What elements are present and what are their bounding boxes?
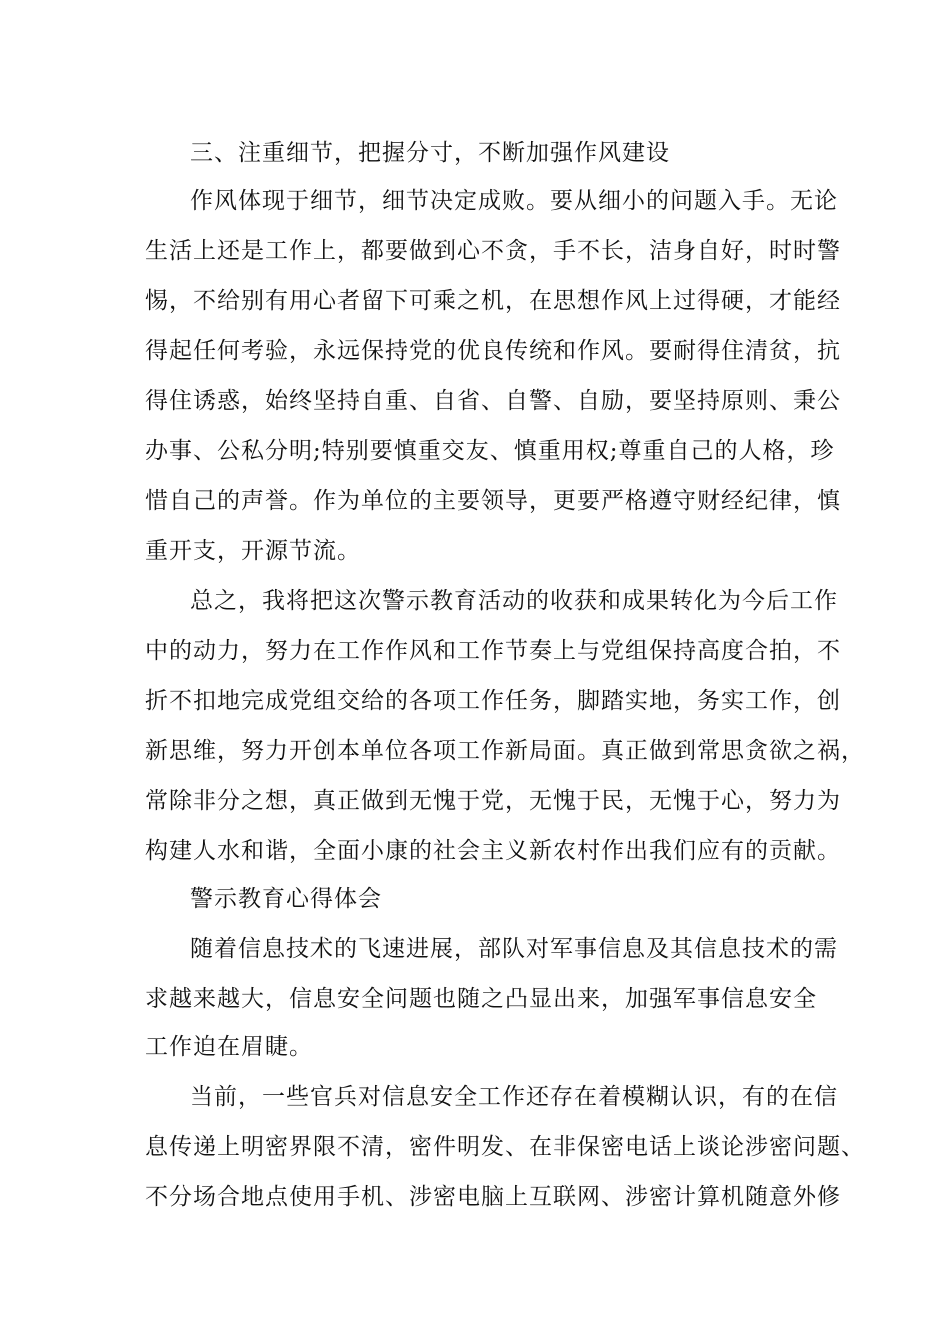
text-line: 当前，一些官兵对信息安全工作还存在着模糊认识，有的在信 (190, 1084, 838, 1110)
text-line: 办事、公私分明;特别要慎重交友、慎重用权;尊重自己的人格，珍 (145, 438, 835, 464)
text-line: 随着信息技术的飞速进展，部队对军事信息及其信息技术的需 (190, 936, 838, 962)
text-line: 得起任何考验，永远保持党的优良传统和作风。要耐得住清贫，抗 (145, 338, 841, 364)
text-line: 惕，不给别有用心者留下可乘之机，在思想作风上过得硬，才能经 (145, 288, 841, 314)
text-line: 惜自己的声誉。作为单位的主要领导，更要严格遵守财经纪律，慎 (145, 488, 841, 514)
text-line: 新思维，努力开创本单位各项工作新局面。真正做到常思贪欲之祸， (145, 738, 865, 764)
section-heading: 三、注重细节，把握分寸，不断加强作风建设 (190, 140, 670, 166)
text-line: 折不扣地完成党组交给的各项工作任务，脚踏实地，务实工作，创 (145, 688, 841, 714)
text-line: 求越来越大，信息安全问题也随之凸显出来，加强军事信息安全 (145, 986, 817, 1012)
text-line: 工作迫在眉睫。 (145, 1034, 313, 1060)
text-line: 中的动力，努力在工作作风和工作节奏上与党组保持高度合拍，不 (145, 638, 841, 664)
text-line: 总之，我将把这次警示教育活动的收获和成果转化为今后工作 (190, 588, 838, 614)
section-title: 警示教育心得体会 (190, 886, 382, 912)
text-line: 不分场合地点使用手机、涉密电脑上互联网、涉密计算机随意外修 (145, 1184, 841, 1210)
text-line: 得住诱惑，始终坚持自重、自省、自警、自励，要坚持原则、秉公 (145, 388, 841, 414)
text-line: 构建人水和谐，全面小康的社会主义新农村作出我们应有的贡献。 (145, 838, 841, 864)
text-line: 常除非分之想，真正做到无愧于党，无愧于民，无愧于心，努力为 (145, 788, 841, 814)
text-line: 息传递上明密界限不清，密件明发、在非保密电话上谈论涉密问题、 (145, 1134, 865, 1160)
text-line: 作风体现于细节，细节决定成败。要从细小的问题入手。无论 (190, 188, 838, 214)
text-line: 生活上还是工作上，都要做到心不贪，手不长，洁身自好，时时警 (145, 238, 841, 264)
text-line: 重开支，开源节流。 (145, 538, 361, 564)
